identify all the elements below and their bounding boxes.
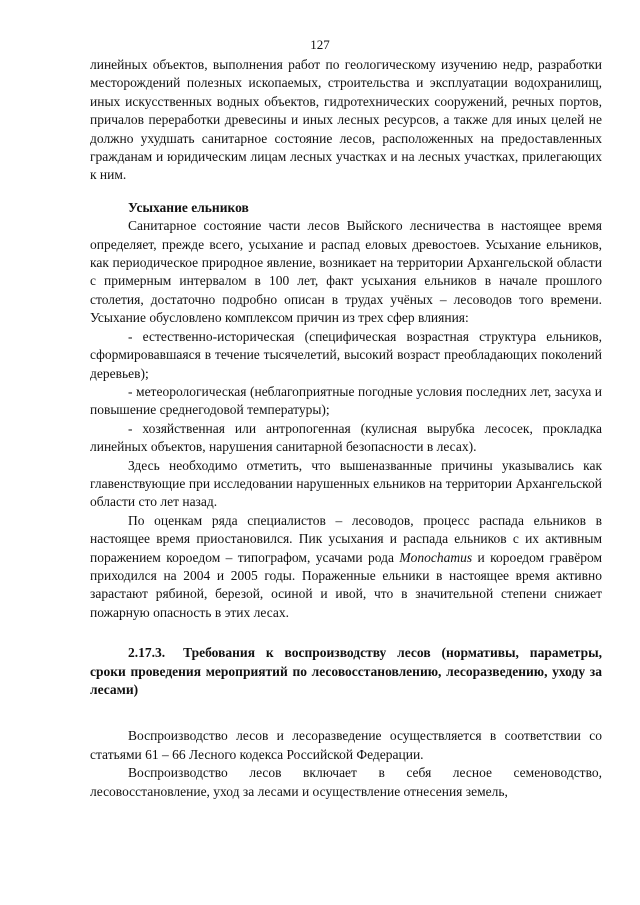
- spacer: [90, 622, 602, 644]
- reproduction-paragraph-2: Воспроизводство лесов включает в себя лесное семеноводство, лесовосстановление, уход за лесами и осуществление отнесения земель,: [90, 765, 602, 799]
- intro-paragraph: линейных объектов, выполнения работ по геологическому изучению недр, разработки месторождений полезных ископаемых, строительства и эксплуатации водохранилищ, иных искусственных водных объектов, гидротехнических сооружений, речных портов, причалов переработки древесины и иных лесных ресурсов, а также для иных целей не должно ухудшать санитарное состояние лесов, расположенных на предоставленных гражданам и юридическим лицам лесных участках и на лесных участках, прилегающих к ним.: [90, 57, 602, 183]
- section-2173-heading: [90, 644, 602, 699]
- genus-name-italic: Monochamus: [399, 549, 473, 565]
- cause-item-natural: - естественно-историческая (специфическая возрастная структура ельников, сформировавшаяся в течение тысячелетий, высокий возраст преобладающих поколений деревьев);: [90, 328, 602, 381]
- section-number: 2.17.3.: [128, 645, 166, 661]
- paragraph-3-text-before: По оценкам ряда специалистов – лесоводов, процесс распада ельников в настоящее время приостановился. Пик усыхания и распада ельников с их активным поражением короедом – типографом, усачами рода: [90, 512, 602, 565]
- document-body: [90, 56, 602, 801]
- drying-paragraph-1: Санитарное состояние части лесов Выйского лесничества в настоящее время определяет, прежде всего, усыхание и распад еловых древостоев. Усыхание ельников, как периодическое природное явление, возникает на территории Архангельской области с примерным интервалом в 100 лет, факт усыхания ельников в начале прошлого столетия, достаточно подробно описан в трудах учёных – лесоводов того времени. Усыхание обусловлено комплексом причин из трех сфер влияния:: [90, 218, 602, 326]
- cause-item-economic: - хозяйственная или антропогенная (кулисная вырубка лесосек, прокладка линейных объектов, нарушения санитарной безопасности в лесах).: [90, 420, 602, 455]
- spacer: [90, 185, 602, 199]
- paragraph-3-text-after: и короедом гравёром приходился на 2004 и 2005 годы. Пораженные ельники в настоящее время активно зарастают рябиной, березой, осиной и ивой, что в значительной степени снижает пожарную опасность в этих лесах.: [90, 549, 602, 620]
- reproduction-paragraph-1: Воспроизводство лесов и лесоразведение осуществляется в соответствии со статьями 61 – 66 Лесного кодекса Российской Федерации.: [90, 728, 602, 762]
- cause-item-meteorological: - метеорологическая (неблагоприятные погодные условия последних лет, засуха и повышение среднегодовой температуры);: [90, 383, 602, 418]
- spacer: [90, 699, 602, 727]
- drying-paragraph-3: [90, 512, 602, 622]
- drying-heading: Усыхание ельников: [128, 199, 249, 215]
- drying-paragraph-2: Здесь необходимо отметить, что вышеназванные причины указывались как главенствующие при исследовании нарушенных ельников на территории Архангельской области сто лет назад.: [90, 457, 602, 510]
- section-title: Требования к воспроизводству лесов (нормативы, параметры, сроки проведения мероприятий по лесовосстановлению, лесоразведению, уходу за лесами): [90, 645, 602, 697]
- page-number: 127: [310, 37, 330, 52]
